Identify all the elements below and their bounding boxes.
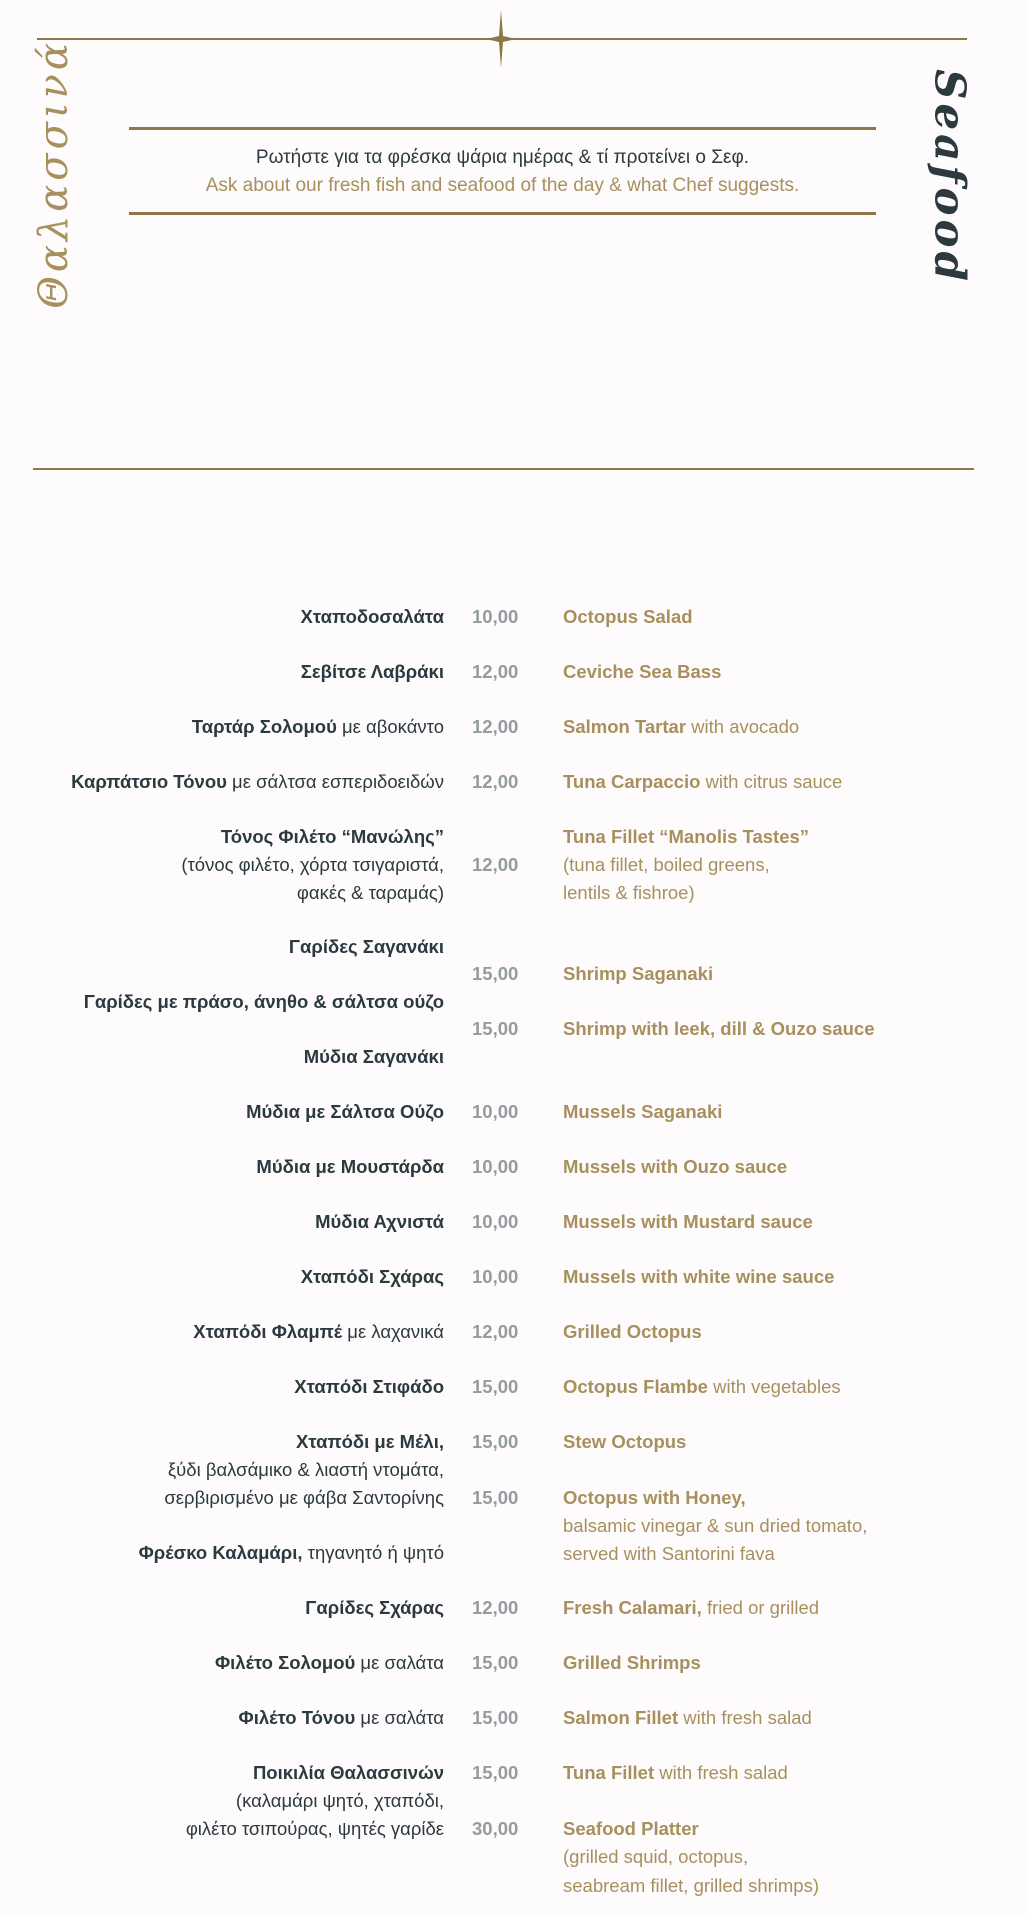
- dish-description: ξύδι βαλσάμικο & λιαστή ντομάτα,: [167, 1459, 444, 1480]
- greek-menu-line: [294, 1375, 444, 1399]
- greek-menu-line: [253, 1761, 444, 1785]
- intro-bottom-rule: [129, 212, 876, 215]
- dish-description: με σαλάτα: [355, 1707, 444, 1728]
- dish-name: Χταποδοσαλάτα: [300, 606, 444, 627]
- english-menu-line: [563, 1761, 788, 1785]
- dish-description: fried or grilled: [701, 1597, 820, 1618]
- dish-description: με σαλάτα: [355, 1652, 444, 1673]
- price: 12,00: [472, 661, 519, 682]
- dish-description: με σάλτσα εσπεριδοειδών: [226, 771, 444, 792]
- dish-name: Mussels with white wine sauce: [563, 1266, 835, 1287]
- greek-menu-line: [193, 1320, 444, 1344]
- price: 15,00: [472, 1652, 519, 1673]
- greek-menu-line: [301, 660, 444, 684]
- english-menu-line: [563, 1514, 867, 1538]
- dish-name: Ποικιλία Θαλασσινών: [252, 1762, 444, 1783]
- dish-name: Μύδια με Σάλτσα Ούζο: [246, 1101, 444, 1122]
- dish-name: Grilled Octopus: [563, 1321, 702, 1342]
- greek-menu-line: [186, 1817, 444, 1841]
- greek-menu-line: [139, 1541, 444, 1565]
- dish-description: lentils & fishroe): [563, 882, 695, 903]
- greek-menu-line: [164, 1486, 444, 1510]
- english-menu-line: [563, 1542, 775, 1566]
- english-menu-line: [563, 1017, 874, 1041]
- greek-menu-line: [297, 881, 444, 905]
- price: 12,00: [472, 854, 519, 875]
- price: 12,00: [472, 1597, 519, 1618]
- dish-name: Τόνος Φιλέτο “Μανώλης”: [220, 826, 444, 847]
- dish-description: με λαχανικά: [342, 1321, 444, 1342]
- intro-english: Ask about our fresh fish and seafood of the day & what Chef suggests.: [205, 175, 800, 196]
- dish-name: Grilled Shrimps: [563, 1652, 701, 1673]
- price: 15,00: [472, 1376, 519, 1397]
- dish-name: Salmon Fillet: [563, 1707, 679, 1728]
- dish-description: with vegetables: [707, 1376, 841, 1397]
- greek-menu-line: [304, 1045, 444, 1069]
- greek-menu-line: [256, 1155, 444, 1179]
- dish-name: Octopus Salad: [563, 606, 693, 627]
- dish-description: (tuna fillet, boiled greens,: [563, 854, 770, 875]
- dish-description: σερβιρισμένο με φάβα Σαντορίνης: [164, 1487, 444, 1508]
- dish-name: Tuna Carpaccio: [563, 771, 701, 792]
- price: 12,00: [472, 1321, 519, 1342]
- english-menu-line: [563, 1320, 702, 1344]
- english-menu-line: [563, 1375, 841, 1399]
- english-menu-line: [563, 605, 693, 629]
- greek-menu-line: [215, 1651, 444, 1675]
- dish-name: Ceviche Sea Bass: [563, 661, 722, 682]
- english-menu-line: [563, 1100, 722, 1124]
- english-menu-line: [563, 660, 721, 684]
- price: 15,00: [472, 1487, 519, 1508]
- dish-name: Mussels with Mustard sauce: [563, 1211, 813, 1232]
- greek-menu-line: [221, 825, 444, 849]
- dish-name: Tuna Fillet: [563, 1762, 655, 1783]
- dish-name: Μύδια Σαγανάκι: [303, 1046, 444, 1067]
- price: 10,00: [472, 1211, 519, 1232]
- price: 10,00: [472, 1266, 519, 1287]
- english-menu-line: [563, 853, 770, 877]
- english-menu-line: [563, 1430, 686, 1454]
- price: 10,00: [472, 606, 519, 627]
- dish-name: Χταπόδι με Μέλι,: [296, 1431, 444, 1452]
- dish-name: Γαρίδες Σχάρας: [305, 1597, 444, 1618]
- dish-name: Χταπόδι Σχάρας: [300, 1266, 444, 1287]
- dish-name: Fresh Calamari,: [563, 1597, 702, 1618]
- dish-name: Καρπάτσιο Τόνου: [71, 771, 227, 792]
- dish-name: Γαρίδες με πράσο, άνηθο & σάλτσα ούζο: [83, 991, 444, 1012]
- dish-description: with fresh salad: [654, 1762, 788, 1783]
- english-menu-line: [563, 1155, 787, 1179]
- section-title-english: Seafood: [925, 69, 975, 285]
- dish-description: with citrus sauce: [700, 771, 843, 792]
- dish-name: Shrimp Saganaki: [563, 963, 714, 984]
- english-menu-line: [563, 1706, 812, 1730]
- dish-name: Ταρτάρ Σολομού: [191, 716, 337, 737]
- dish-description: (καλαμάρι ψητό, χταπόδι,: [235, 1790, 444, 1811]
- english-menu-line: [563, 1486, 746, 1510]
- dish-name: Mussels Saganaki: [563, 1101, 723, 1122]
- section-title-greek: Θαλασσινά: [31, 39, 77, 309]
- dish-name: Mussels with Ouzo sauce: [563, 1156, 788, 1177]
- greek-menu-line: [300, 605, 444, 629]
- greek-menu-line: [246, 1100, 444, 1124]
- greek-menu-line: [84, 990, 444, 1014]
- section-divider: [33, 468, 974, 470]
- greek-menu-line: [181, 853, 444, 877]
- english-menu-line: [563, 1265, 834, 1289]
- dish-description: served with Santorini fava: [563, 1543, 775, 1564]
- english-menu-line: [563, 881, 695, 905]
- dish-description: φακές & ταραμάς): [296, 882, 444, 903]
- dish-name: Μύδια με Μουστάρδα: [256, 1156, 444, 1177]
- dish-name: Salmon Tartar: [563, 716, 687, 737]
- price: 12,00: [472, 716, 519, 737]
- price: 10,00: [472, 1101, 519, 1122]
- dish-name: Χταπόδι Φλαμπέ: [193, 1321, 343, 1342]
- greek-menu-line: [71, 770, 444, 794]
- dish-name: Shrimp with leek, dill & Ouzo sauce: [563, 1018, 875, 1039]
- greek-menu-line: [296, 1430, 444, 1454]
- dish-name: Tuna Fillet “Manolis Tastes”: [563, 826, 810, 847]
- english-menu-line: [563, 825, 809, 849]
- dish-description: balsamic vinegar & sun dried tomato,: [563, 1515, 868, 1536]
- english-menu-line: [563, 1651, 701, 1675]
- english-menu-line: [563, 1210, 813, 1234]
- dish-description: (grilled squid, octopus,: [563, 1846, 749, 1867]
- english-menu-line: [563, 962, 713, 986]
- greek-menu-line: [236, 1789, 444, 1813]
- star-ornament-icon: [486, 10, 516, 68]
- dish-name: Σεβίτσε Λαβράκι: [300, 661, 444, 682]
- dish-name: Φιλέτο Τόνου: [238, 1707, 356, 1728]
- greek-menu-line: [289, 935, 444, 959]
- greek-menu-line: [305, 1596, 444, 1620]
- dish-name: Octopus Flambe: [563, 1376, 708, 1397]
- english-menu-line: [563, 1874, 819, 1898]
- greek-menu-line: [168, 1458, 444, 1482]
- price: 30,00: [472, 1818, 519, 1839]
- price: 15,00: [472, 1018, 519, 1039]
- dish-description: seabream fillet, grilled shrimps): [563, 1875, 820, 1896]
- dish-description: φιλέτο τσιπούρας, ψητές γαρίδε: [185, 1818, 444, 1839]
- dish-description: (τόνος φιλέτο, χόρτα τσιγαριστά,: [181, 854, 444, 875]
- dish-name: Χταπόδι Στιφάδο: [294, 1376, 444, 1397]
- dish-name: Seafood Platter: [563, 1818, 699, 1839]
- intro-top-rule: [129, 127, 876, 130]
- dish-name: Γαρίδες Σαγανάκι: [288, 936, 444, 957]
- dish-description: with fresh salad: [678, 1707, 812, 1728]
- dish-name: Μύδια Αχνιστά: [315, 1211, 444, 1232]
- greek-menu-line: [239, 1706, 444, 1730]
- greek-menu-line: [301, 1265, 444, 1289]
- dish-name: Φιλέτο Σολομού: [214, 1652, 356, 1673]
- price: 15,00: [472, 1431, 519, 1452]
- greek-menu-line: [192, 715, 444, 739]
- dish-description: τηγανητό ή ψητό: [302, 1542, 444, 1563]
- english-menu-line: [563, 1596, 819, 1620]
- price: 12,00: [472, 771, 519, 792]
- english-menu-line: [563, 1817, 699, 1841]
- intro-greek: Ρωτήστε για τα φρέσκα ψάρια ημέρας & τί προτείνει ο Σεφ.: [255, 147, 750, 168]
- dish-description: με αβοκάντο: [336, 716, 444, 737]
- price: 15,00: [472, 1707, 519, 1728]
- english-menu-line: [563, 770, 842, 794]
- dish-name: Φρέσκο Καλαμάρι,: [138, 1542, 303, 1563]
- price: 15,00: [472, 1762, 519, 1783]
- price: 15,00: [472, 963, 519, 984]
- price: 10,00: [472, 1156, 519, 1177]
- dish-name: Octopus with Honey,: [563, 1487, 746, 1508]
- dish-name: Stew Octopus: [563, 1431, 687, 1452]
- english-menu-line: [563, 715, 799, 739]
- greek-menu-line: [315, 1210, 444, 1234]
- dish-description: with avocado: [686, 716, 800, 737]
- english-menu-line: [563, 1845, 748, 1869]
